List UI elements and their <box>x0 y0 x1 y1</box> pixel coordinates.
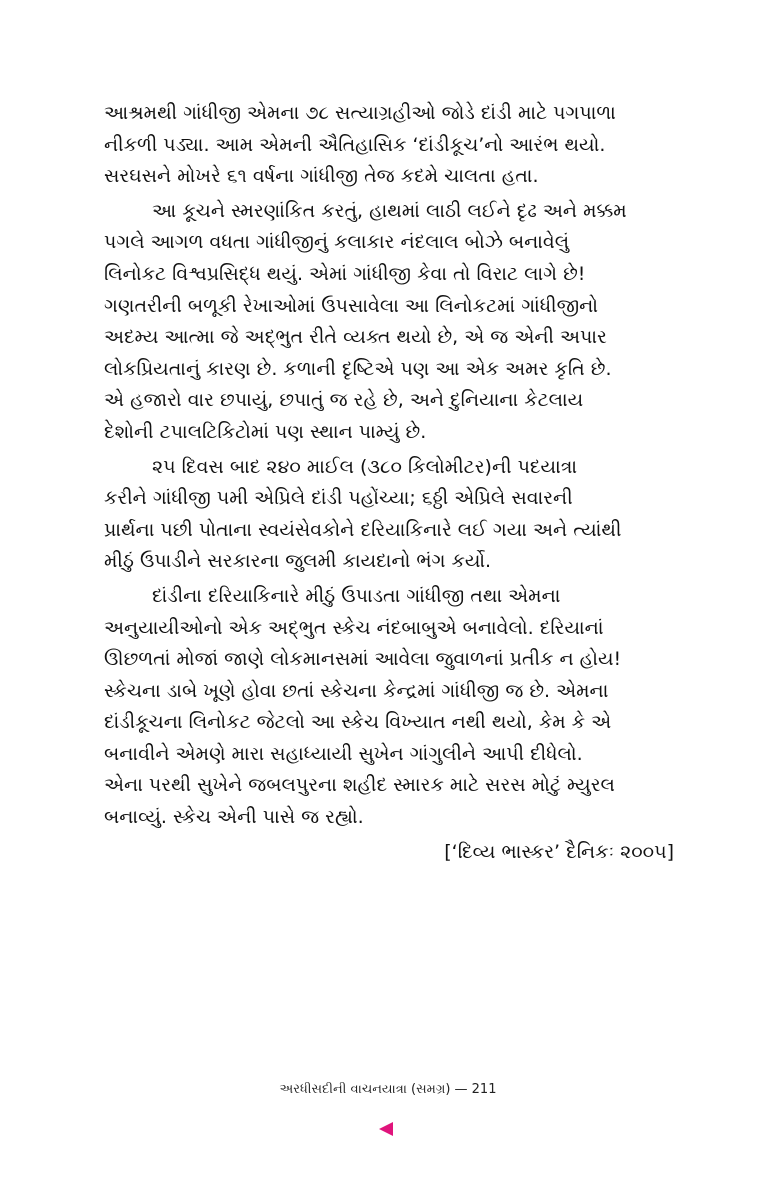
text-line: આશ્રમથી ગાંધીજી એમના ૭૮ સત્યાગ્રહીઓ જોડે દાંડી માટે પગપાળા <box>104 102 616 124</box>
text-line: લોકપ્રિયતાનું કારણ છે. કળાની દૃષ્ટિએ પણ આ એક અમર કૃતિ છે. <box>104 357 612 380</box>
text-line: ઊછળતાં મોજાં જાણે લોકમાનસમાં આવેલા જુવાળનાં પ્રતીક ન હોય! <box>104 648 622 671</box>
text-line: દેશોની ટપાલટિકિટોમાં પણ સ્થાન પામ્યું છે. <box>104 420 427 443</box>
paragraph-4 <box>104 581 674 834</box>
text-line: સરઘસને મોખરે ૬૧ વર્ષના ગાંધીજી તેજ કદમે ચાલતા હતા. <box>104 165 539 188</box>
text-line: આ કૂચને સ્મરણાંકિત કરતું, હાથમાં લાઠી લઈને દૃઢ અને મક્કમ <box>152 199 627 222</box>
paragraph-2 <box>104 196 674 449</box>
text-line: ૨૫ દિવસ બાદ ૨૪૦ માઈલ (૩૮૦ કિલોમીટર)ની પદયાત્રા <box>152 455 578 478</box>
text-line: પ્રાર્થના પછી પોતાના સ્વયંસેવકોને દરિયાકિનારે લઈ ગયા અને ત્યાંથી <box>104 518 622 541</box>
text-line: મીઠું ઉપાડીને સરકારના જુલમી કાયદાનો ભંગ કર્યો. <box>104 550 492 573</box>
left-triangle-icon[interactable] <box>379 1122 393 1136</box>
text-line: બનાવીને એમણે મારા સહાધ્યાયી સુખેન ગાંગુલીને આપી દીધેલો. <box>104 742 583 765</box>
source-citation: [‘દિવ્ય ભાસ્કર’ દૈનિકઃ ૨૦૦૫] <box>444 840 674 863</box>
paragraph-3 <box>104 452 674 578</box>
text-line: અદમ્ય આત્મા જે અદ્ભુત રીતે વ્યક્ત થયો છે, એ જ એની અપાર <box>104 326 607 349</box>
text-line: બનાવ્યું. સ્કેચ એની પાસે જ રહ્યો. <box>104 806 364 829</box>
text-line: દાંડીકૂચના લિનોકટ જેટલો આ સ્કેચ વિખ્યાત નથી થયો, કેમ કે એ <box>104 711 612 734</box>
text-line: નીકળી પડ્યા. આમ એમની ઐતિહાસિક ‘દાંડીકૂચ’નો આરંભ થયો. <box>104 133 606 156</box>
text-line: અનુયાયીઓનો એક અદ્ભુત સ્કેચ નંદબાબુએ બનાવેલો. દરિયાનાં <box>104 616 604 639</box>
page-footer: અરધીસદીની વાચનયાત્રા (સમગ્ર) — 211 <box>279 1082 497 1097</box>
text-line: સ્કેચના ડાબે ખૂણે હોવા છતાં સ્કેચના કેન્દ્રમાં ગાંધીજી જ છે. એમના <box>104 679 609 702</box>
text-line: એના પરથી સુખેને જબલપુરના શહીદ સ્મારક માટે સરસ મોટું મ્યુરલ <box>104 774 615 797</box>
text-line: ગણતરીની બળૂકી રેખાઓમાં ઉપસાવેલા આ લિનોકટમાં ગાંધીજીનો <box>104 294 599 317</box>
page-body <box>104 98 674 868</box>
text-line: એ હજારો વાર છપાયું, છપાતું જ રહે છે, અને દુનિયાના કેટલાય <box>104 389 584 412</box>
text-line: કરીને ગાંધીજી ૫મી એપ્રિલે દાંડી પહોંચ્યા; ૬ઠ્ઠી એપ્રિલે સવારની <box>104 487 573 510</box>
paragraph-1 <box>104 98 674 193</box>
text-line: લિનોકટ વિશ્વપ્રસિદ્ધ થયું. એમાં ગાંધીજી કેવા તો વિરાટ લાગે છે! <box>104 262 586 285</box>
text-line: દાંડીના દરિયાકિનારે મીઠું ઉપાડતા ગાંધીજી તથા એમના <box>152 584 561 607</box>
text-line: પગલે આગળ વધતા ગાંધીજીનું કલાકાર નંદલાલ બોઝે બનાવેલું <box>104 231 570 254</box>
